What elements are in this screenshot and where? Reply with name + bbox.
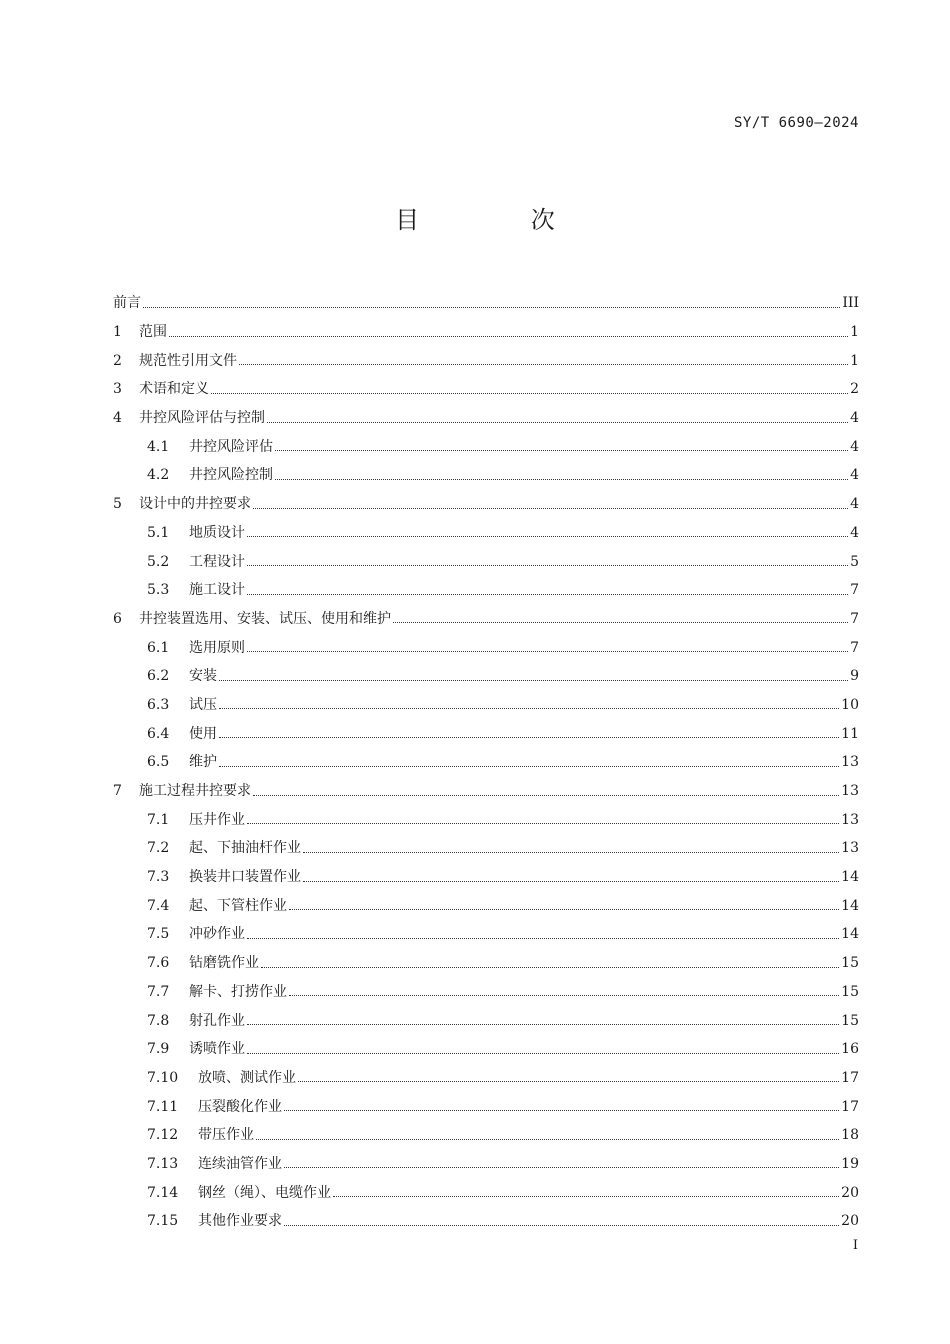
toc-entry-label: 维护 (189, 754, 217, 771)
toc-entry[interactable] (113, 1092, 859, 1121)
toc-entry-number: 5 (113, 496, 122, 513)
toc-entry-label: 钻磨铣作业 (189, 955, 259, 972)
toc-entry-page: 5 (850, 553, 859, 570)
dot-leader (393, 622, 848, 623)
toc-entry[interactable] (113, 748, 859, 777)
toc-entry-number: 7.11 (147, 1098, 179, 1115)
toc-entry[interactable] (113, 863, 859, 892)
toc-entry[interactable] (113, 891, 859, 920)
toc-entry-label: 使用 (189, 725, 217, 742)
toc-entry-page: 11 (841, 725, 859, 742)
toc-entry-number: 7.5 (147, 926, 170, 943)
toc-entry-page: 13 (841, 754, 859, 771)
toc-entry-page: 17 (841, 1098, 859, 1115)
toc-entry-label: 前言 (113, 295, 141, 312)
toc-entry-number: 7.3 (147, 869, 170, 886)
dot-leader (219, 680, 848, 681)
dot-leader (247, 1053, 839, 1054)
toc-entry-label: 其他作业要求 (198, 1213, 282, 1230)
toc-entry-page: 13 (841, 783, 859, 800)
toc-entry[interactable] (113, 978, 859, 1007)
toc-entry[interactable] (113, 318, 859, 347)
toc-entry-number: 1 (113, 324, 122, 341)
toc-entry-page: 7 (850, 610, 859, 627)
toc-entry[interactable] (113, 519, 859, 548)
toc-entry-number: 6.1 (147, 639, 170, 656)
dot-leader (303, 852, 839, 853)
toc-entry-number: 3 (113, 381, 122, 398)
toc-entry-number: 7.8 (147, 1012, 170, 1029)
toc-entry-label: 施工设计 (189, 582, 245, 599)
toc-entry-label: 压井作业 (189, 811, 245, 828)
toc-entry-page: 16 (841, 1041, 859, 1058)
page-number: I (852, 1238, 858, 1253)
toc-entry-number: 7.4 (147, 897, 170, 914)
toc-entry-page: 14 (841, 926, 859, 943)
toc-entry-number: 5.3 (147, 582, 170, 599)
toc-entry-page: 19 (841, 1155, 859, 1172)
toc-entry[interactable] (113, 834, 859, 863)
toc-entry-number: 5.2 (147, 553, 170, 570)
dot-leader (219, 766, 839, 767)
dot-leader (303, 881, 839, 882)
toc-entry-page: 9 (850, 668, 859, 685)
toc-entry-label: 试压 (189, 696, 217, 713)
toc-entry-label: 诱喷作业 (189, 1041, 245, 1058)
dot-leader (211, 393, 848, 394)
toc-entry[interactable] (113, 375, 859, 404)
toc-entry-number: 6.3 (147, 696, 170, 713)
toc-entry-number: 4.2 (147, 467, 170, 484)
toc-entry-number: 6.2 (147, 668, 170, 685)
toc-entry-page: 4 (850, 410, 859, 427)
toc-entry-label: 换装井口装置作业 (189, 869, 301, 886)
toc-entry-number: 6.5 (147, 754, 170, 771)
toc-entry-label: 放喷、测试作业 (198, 1069, 296, 1086)
toc-entry-label: 施工过程井控要求 (139, 783, 251, 800)
toc-entry-page: 1 (850, 352, 859, 369)
toc-entry[interactable] (113, 461, 859, 490)
toc-entry-page: 7 (850, 639, 859, 656)
dot-leader (275, 479, 848, 480)
dot-leader (267, 422, 848, 423)
dot-leader (284, 1167, 839, 1168)
toc-entry-number: 7.15 (147, 1213, 179, 1230)
toc-entry[interactable] (113, 777, 859, 806)
toc-entry[interactable] (113, 346, 859, 375)
dot-leader (247, 823, 839, 824)
toc-entry-number: 7.1 (147, 811, 170, 828)
dot-leader (253, 795, 839, 796)
toc-entry-label: 冲砂作业 (189, 926, 245, 943)
dot-leader (247, 536, 848, 537)
toc-entry[interactable] (113, 576, 859, 605)
toc-entry-page: 4 (850, 524, 859, 541)
toc-entry-number: 2 (113, 352, 122, 369)
toc-entry-page: 14 (841, 897, 859, 914)
dot-leader (289, 995, 839, 996)
toc-entry[interactable] (113, 490, 859, 519)
toc-entry[interactable] (113, 289, 859, 318)
toc-entry[interactable] (113, 1121, 859, 1150)
toc-entry[interactable] (113, 1178, 859, 1207)
toc-entry-label: 射孔作业 (189, 1012, 245, 1029)
dot-leader (247, 1024, 839, 1025)
toc-entry-label: 井控风险评估与控制 (139, 410, 265, 427)
toc-entry[interactable] (113, 1035, 859, 1064)
toc-entry[interactable] (113, 432, 859, 461)
table-of-contents (113, 289, 859, 1236)
toc-entry-number: 7.13 (147, 1155, 179, 1172)
dot-leader (284, 1110, 839, 1111)
toc-entry-label: 工程设计 (189, 553, 245, 570)
dot-leader (247, 594, 848, 595)
toc-entry[interactable] (113, 547, 859, 576)
toc-entry-number: 7.7 (147, 983, 170, 1000)
toc-entry-page: 10 (841, 696, 859, 713)
toc-entry-page: 15 (841, 983, 859, 1000)
dot-leader (219, 737, 839, 738)
page-title: 目 次 (395, 206, 607, 234)
toc-entry-label: 井控风险评估 (189, 438, 273, 455)
dot-leader (247, 938, 839, 939)
toc-entry[interactable] (113, 1207, 859, 1236)
toc-entry[interactable] (113, 404, 859, 433)
toc-entry-number: 7.12 (147, 1127, 179, 1144)
toc-entry-label: 起、下管柱作业 (189, 897, 287, 914)
toc-entry[interactable] (113, 1064, 859, 1093)
toc-entry[interactable] (113, 662, 859, 691)
toc-entry-page: 2 (850, 381, 859, 398)
toc-entry-page: 4 (850, 438, 859, 455)
dot-leader (253, 508, 848, 509)
toc-entry-page: III (842, 295, 859, 312)
toc-entry-page: 18 (841, 1127, 859, 1144)
toc-entry-label: 设计中的井控要求 (139, 496, 251, 513)
toc-entry[interactable] (113, 1150, 859, 1179)
dot-leader (143, 307, 840, 308)
toc-entry-page: 14 (841, 869, 859, 886)
toc-entry-number: 4.1 (147, 438, 170, 455)
toc-entry-page: 17 (841, 1069, 859, 1086)
toc-entry-page: 13 (841, 840, 859, 857)
toc-entry[interactable] (113, 719, 859, 748)
standard-code: SY/T 6690—2024 (733, 115, 859, 131)
toc-entry-page: 4 (850, 467, 859, 484)
toc-entry-page: 13 (841, 811, 859, 828)
toc-entry-label: 地质设计 (189, 524, 245, 541)
dot-leader (247, 565, 848, 566)
toc-entry[interactable] (113, 805, 859, 834)
dot-leader (256, 1139, 839, 1140)
toc-entry-label: 规范性引用文件 (139, 352, 237, 369)
toc-entry[interactable] (113, 691, 859, 720)
toc-entry-label: 带压作业 (198, 1127, 254, 1144)
toc-entry-number: 6.4 (147, 725, 170, 742)
toc-entry-number: 7.2 (147, 840, 170, 857)
dot-leader (169, 336, 848, 337)
toc-entry-page: 15 (841, 955, 859, 972)
toc-entry-page: 20 (841, 1213, 859, 1230)
toc-entry[interactable] (113, 920, 859, 949)
toc-entry[interactable] (113, 949, 859, 978)
toc-entry-number: 7 (113, 783, 122, 800)
dot-leader (239, 364, 848, 365)
dot-leader (333, 1196, 839, 1197)
toc-entry-number: 6 (113, 610, 122, 627)
toc-entry-label: 解卡、打捞作业 (189, 983, 287, 1000)
toc-entry-label: 井控风险控制 (189, 467, 273, 484)
toc-entry-page: 4 (850, 496, 859, 513)
toc-entry-label: 钢丝（绳）、电缆作业 (198, 1184, 331, 1201)
toc-entry-page: 20 (841, 1184, 859, 1201)
dot-leader (219, 708, 839, 709)
toc-entry-page: 1 (850, 324, 859, 341)
dot-leader (284, 1225, 839, 1226)
toc-entry-page: 7 (850, 582, 859, 599)
toc-entry[interactable] (113, 605, 859, 634)
toc-entry-number: 4 (113, 410, 122, 427)
toc-entry-number: 7.10 (147, 1069, 179, 1086)
toc-entry-label: 术语和定义 (139, 381, 209, 398)
dot-leader (275, 450, 848, 451)
toc-entry[interactable] (113, 1006, 859, 1035)
dot-leader (289, 909, 839, 910)
dot-leader (247, 651, 848, 652)
toc-entry-label: 连续油管作业 (198, 1155, 282, 1172)
toc-entry-page: 15 (841, 1012, 859, 1029)
toc-entry[interactable] (113, 633, 859, 662)
toc-entry-number: 7.9 (147, 1041, 170, 1058)
dot-leader (261, 967, 839, 968)
toc-entry-number: 5.1 (147, 524, 170, 541)
toc-entry-label: 范围 (139, 324, 167, 341)
dot-leader (298, 1081, 839, 1082)
toc-entry-label: 压裂酸化作业 (198, 1098, 282, 1115)
toc-entry-label: 安装 (189, 668, 217, 685)
toc-entry-label: 起、下抽油杆作业 (189, 840, 301, 857)
toc-entry-label: 井控装置选用、安装、试压、使用和维护 (139, 610, 391, 627)
toc-entry-number: 7.14 (147, 1184, 179, 1201)
toc-entry-number: 7.6 (147, 955, 170, 972)
toc-entry-label: 选用原则 (189, 639, 245, 656)
